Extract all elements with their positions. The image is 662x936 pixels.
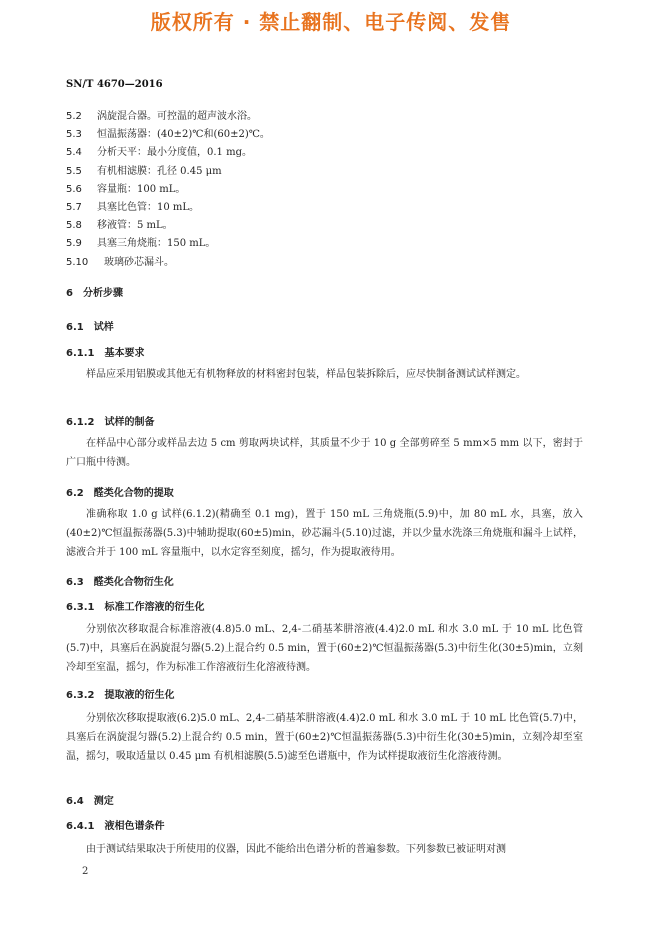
equipment-list — [66, 108, 270, 272]
section-6-3-2-heading: 6.3.2 提取液的衍生化 — [66, 690, 175, 701]
paragraph-6-1-2: 在样品中心部分或样品去边 5 cm 剪取两块试样，其质量不少于 10 g 全部剪碎至 5 mm×5 mm 以下，密封于广口瓶中待测。 — [66, 438, 583, 468]
section-6-heading: 6 分析步骤 — [66, 288, 123, 299]
paragraph-6-1-1: 样品应采用铝膜或其他无有机物释放的材料密封包装，样品包装拆除后，应尽快制备测试试样测定。 — [86, 369, 526, 380]
list-item: 5.10 玻璃砂芯漏斗。 — [66, 256, 174, 268]
list-item: 5.3 恒温振荡器：(40±2)℃和(60±2)℃。 — [66, 129, 270, 141]
paragraph-6-3-1: 分别依次移取混合标准溶液(4.8)5.0 mL、2,4-二硝基苯肼溶液(4.4)2.0 mL 和水 3.0 mL 于 10 mL 比色管(5.7)中，具塞后在涡旋混匀器(5.2)上混合约 0.5 min，置于(60±2)℃恒温振荡器(5.3)中衍生化(30±5)min，立刻冷却至室温，摇匀，作为标准工作溶液衍生化溶液待测。 — [66, 624, 583, 673]
section-6-4-heading: 6.4 测定 — [66, 796, 114, 807]
list-item: 5.5 有机相滤膜：孔径 0.45 μm — [66, 165, 222, 177]
paragraph-6-3-2: 分别依次移取提取液(6.2)5.0 mL、2,4-二硝基苯肼溶液(4.4)2.0 mL 和水 3.0 mL 于 10 mL 比色管(5.7)中，具塞后在涡旋混匀器(5.2)上混合约 0.5 min，置于(60±2)℃恒温振荡器(5.3)中衍生化(30±5)min，立刻冷却至室温，摇匀，吸取适量以 0.45 μm 有机相滤膜(5.5)滤至色谱瓶中，作为试样提取液衍生化溶液待测。 — [66, 713, 583, 762]
list-item: 5.8 移液管：5 mL。 — [66, 220, 173, 232]
page-number: 2 — [82, 866, 89, 877]
list-item: 5.4 分析天平：最小分度值，0.1 mg。 — [66, 147, 252, 159]
section-6-1-heading: 6.1 试样 — [66, 322, 114, 333]
section-6-3-1-heading: 6.3.1 标准工作溶液的衍生化 — [66, 602, 205, 613]
list-item: 5.6 容量瓶：100 mL。 — [66, 183, 186, 195]
list-item: 5.2 涡旋混合器。可控温的超声波水浴。 — [66, 111, 257, 122]
list-item: 5.7 具塞比色管：10 mL。 — [66, 201, 200, 213]
list-item: 5.9 具塞三角烧瓶：150 mL。 — [66, 238, 216, 250]
watermark-banner: 版权所有 · 禁止翻制、电子传阅、发售 — [150, 10, 512, 34]
section-6-2-heading: 6.2 醛类化合物的提取 — [66, 488, 174, 499]
paragraph-6-2: 准确称取 1.0 g 试样(6.1.2)(精确至 0.1 mg)，置于 150 mL 三角烧瓶(5.9)中，加 80 mL 水，具塞，放入(40±2)℃恒温振荡器(5.3)中辅助提取(60±5)min，砂芯漏斗(5.10)过滤，并以少量水洗涤三角烧瓶和漏斗上试样，滤液合并于 100 mL 容量瓶中，以水定容至刻度，摇匀，作为提取液待用。 — [66, 509, 583, 558]
section-6-1-2-heading: 6.1.2 试样的制备 — [66, 417, 155, 428]
section-6-1-1-heading: 6.1.1 基本要求 — [66, 348, 145, 359]
standard-code: SN/T 4670—2016 — [66, 79, 163, 90]
paragraph-6-4-1: 由于测试结果取决于所使用的仪器，因此不能给出色谱分析的普遍参数。下列参数已被证明对测 — [86, 844, 506, 855]
section-6-3-heading: 6.3 醛类化合物衍生化 — [66, 577, 174, 588]
section-6-4-1-heading: 6.4.1 液相色谱条件 — [66, 821, 165, 832]
